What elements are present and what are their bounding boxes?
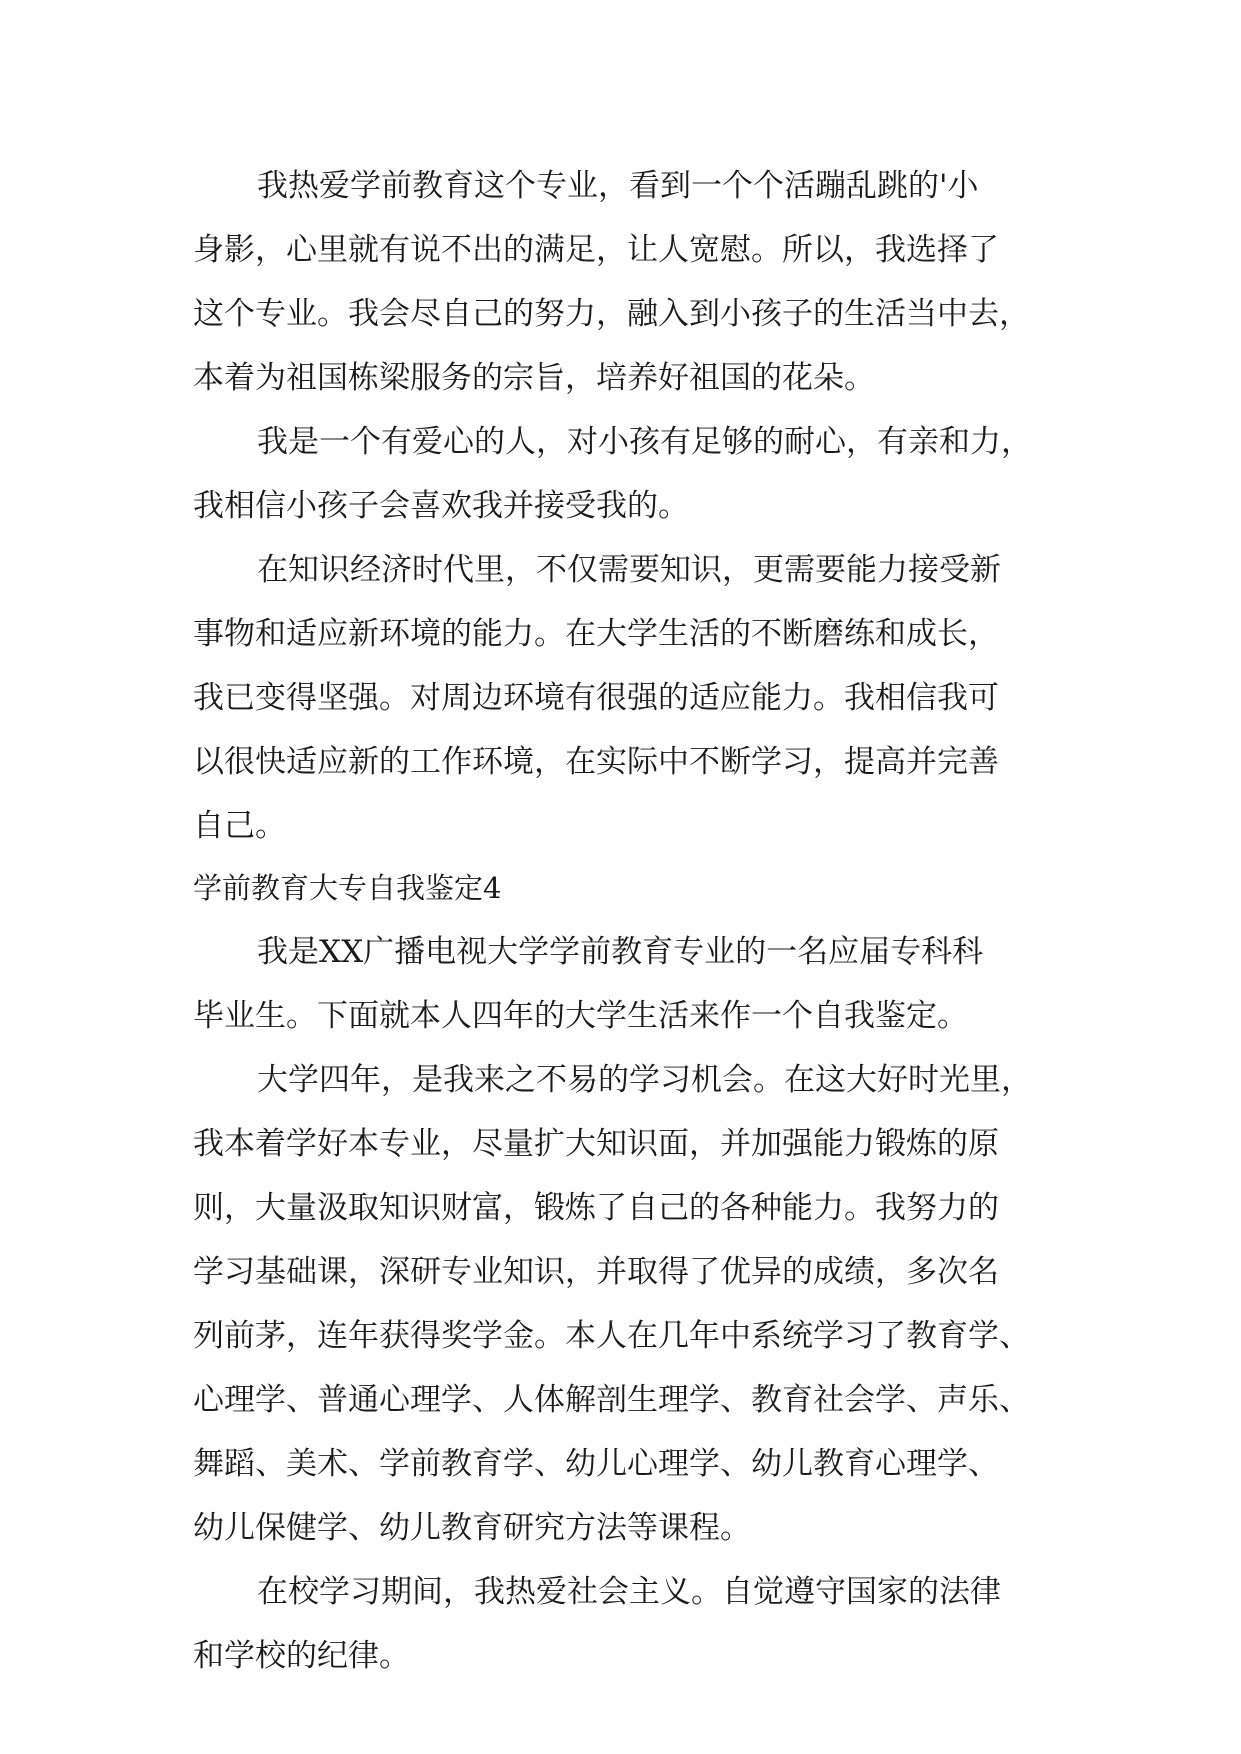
- paragraph-5-line-5: 列前茅，连年获得奖学金。本人在几年中系统学习了教育学、: [193, 1318, 1030, 1354]
- paragraph-5-line-6: 心理学、普通心理学、人体解剖生理学、教育社会学、声乐、: [193, 1382, 1030, 1418]
- paragraph-4-line-1: 我是XX广播电视大学学前教育专业的一名应届专科科: [257, 934, 984, 970]
- paragraph-5-line-1: 大学四年，是我来之不易的学习机会。在这大好时光里，: [257, 1062, 1032, 1098]
- paragraph-6-line-1: 在校学习期间，我热爱社会主义。自觉遵守国家的法律: [257, 1574, 1001, 1610]
- paragraph-3-line-3: 我已变得坚强。对周边环境有很强的适应能力。我相信我可: [193, 680, 999, 716]
- paragraph-1-line-4: 本着为祖国栋梁服务的宗旨，培养好祖国的花朵。: [193, 360, 875, 396]
- paragraph-4-line-2: 毕业生。下面就本人四年的大学生活来作一个自我鉴定。: [193, 998, 968, 1034]
- paragraph-2-line-2: 我相信小孩子会喜欢我并接受我的。: [193, 488, 689, 524]
- paragraph-3-line-2: 事物和适应新环境的能力。在大学生活的不断磨练和成长，: [193, 616, 999, 652]
- paragraph-1-line-1: 我热爱学前教育这个专业，看到一个个活蹦乱跳的'小: [257, 168, 979, 204]
- paragraph-5-line-7: 舞蹈、美术、学前教育学、幼儿心理学、幼儿教育心理学、: [193, 1446, 999, 1482]
- section-heading: 学前教育大专自我鉴定4: [193, 871, 502, 905]
- paragraph-5-line-8: 幼儿保健学、幼儿教育研究方法等课程。: [193, 1510, 751, 1546]
- paragraph-5-line-4: 学习基础课，深研专业知识，并取得了优异的成绩，多次名: [193, 1254, 999, 1290]
- paragraph-5-line-3: 则，大量汲取知识财富，锻炼了自己的各种能力。我努力的: [193, 1190, 999, 1226]
- paragraph-6-line-2: 和学校的纪律。: [193, 1638, 410, 1674]
- paragraph-3-line-1: 在知识经济时代里，不仅需要知识，更需要能力接受新: [257, 552, 1001, 588]
- paragraph-3-line-4: 以很快适应新的工作环境，在实际中不断学习，提高并完善: [193, 744, 999, 780]
- paragraph-5-line-2: 我本着学好本专业，尽量扩大知识面，并加强能力锻炼的原: [193, 1126, 999, 1162]
- paragraph-2-line-1: 我是一个有爱心的人，对小孩有足够的耐心，有亲和力，: [257, 424, 1032, 460]
- paragraph-1-line-3: 这个专业。我会尽自己的努力，融入到小孩子的生活当中去，: [193, 296, 1030, 332]
- paragraph-1-line-2: 身影，心里就有说不出的满足，让人宽慰。所以，我选择了: [193, 232, 999, 268]
- paragraph-3-line-5: 自己。: [193, 808, 286, 844]
